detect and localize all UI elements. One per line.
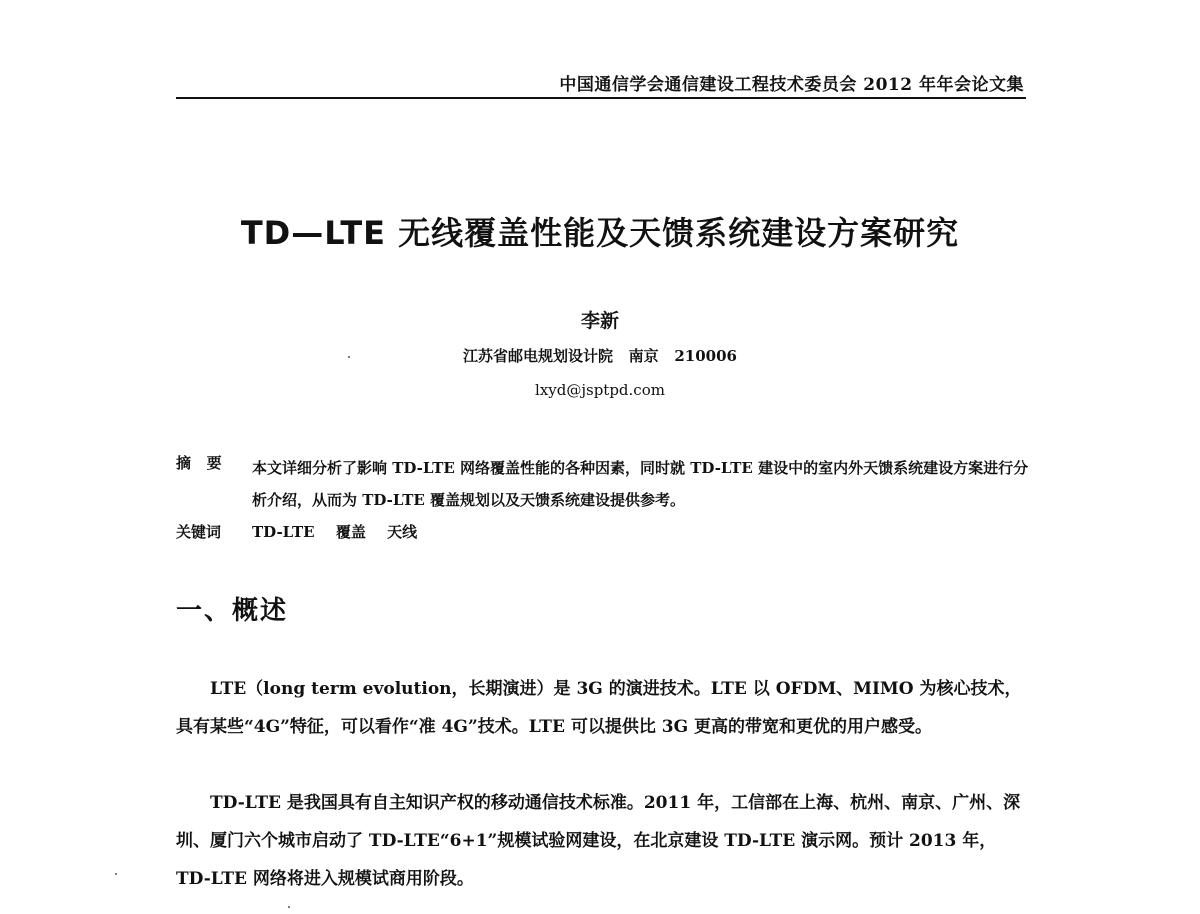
abstract-label: 摘 要 (176, 454, 222, 472)
author-affiliation: 江苏省邮电规划设计院 南京 210006 (463, 347, 737, 365)
scan-speck (115, 873, 117, 875)
author-email: lxyd@jsptpd.com (535, 381, 665, 399)
keyword: TD-LTE (252, 523, 315, 541)
keywords-list (252, 521, 433, 542)
keywords-label: 关键词 (176, 523, 222, 541)
running-header: 中国通信学会通信建设工程技术委员会 2012 年年会论文集 (559, 75, 1024, 95)
keyword: 覆盖 (335, 523, 366, 541)
section-heading: 一、概述 (176, 596, 289, 626)
keyword: 天线 (387, 523, 418, 541)
scan-speck (348, 356, 350, 358)
body-paragraph: TD-LTE 是我国具有自主知识产权的移动通信技术标准。2011 年，工信部在上海、杭州、南京、广州、深圳、厦门六个城市启动了 TD-LTE“6+1”规模试验网建设，在北京建设 TD-LTE 演示网。预计 2013 年，TD-LTE 网络将进入规模试商用阶段。 (176, 793, 1021, 889)
paper-title: TD—LTE 无线覆盖性能及天馈系统建设方案研究 (240, 214, 960, 252)
body-paragraph: LTE（long term evolution，长期演进）是 3G 的演进技术。LTE 以 OFDM、MIMO 为核心技术，具有某些“4G”特征，可以看作“准 4G”技术。LTE 可以提供比 3G 更高的带宽和更优的用户感受。 (176, 679, 1022, 737)
header-rule (176, 97, 1026, 99)
abstract-text: 本文详细分析了影响 TD-LTE 网络覆盖性能的各种因素，同时就 TD-LTE 建设中的室内外天馈系统建设方案进行分析介绍，从而为 TD-LTE 覆盖规划以及天馈系统建设提供参考。 (252, 459, 1029, 509)
scan-speck (288, 906, 290, 908)
author-name: 李新 (580, 310, 619, 332)
